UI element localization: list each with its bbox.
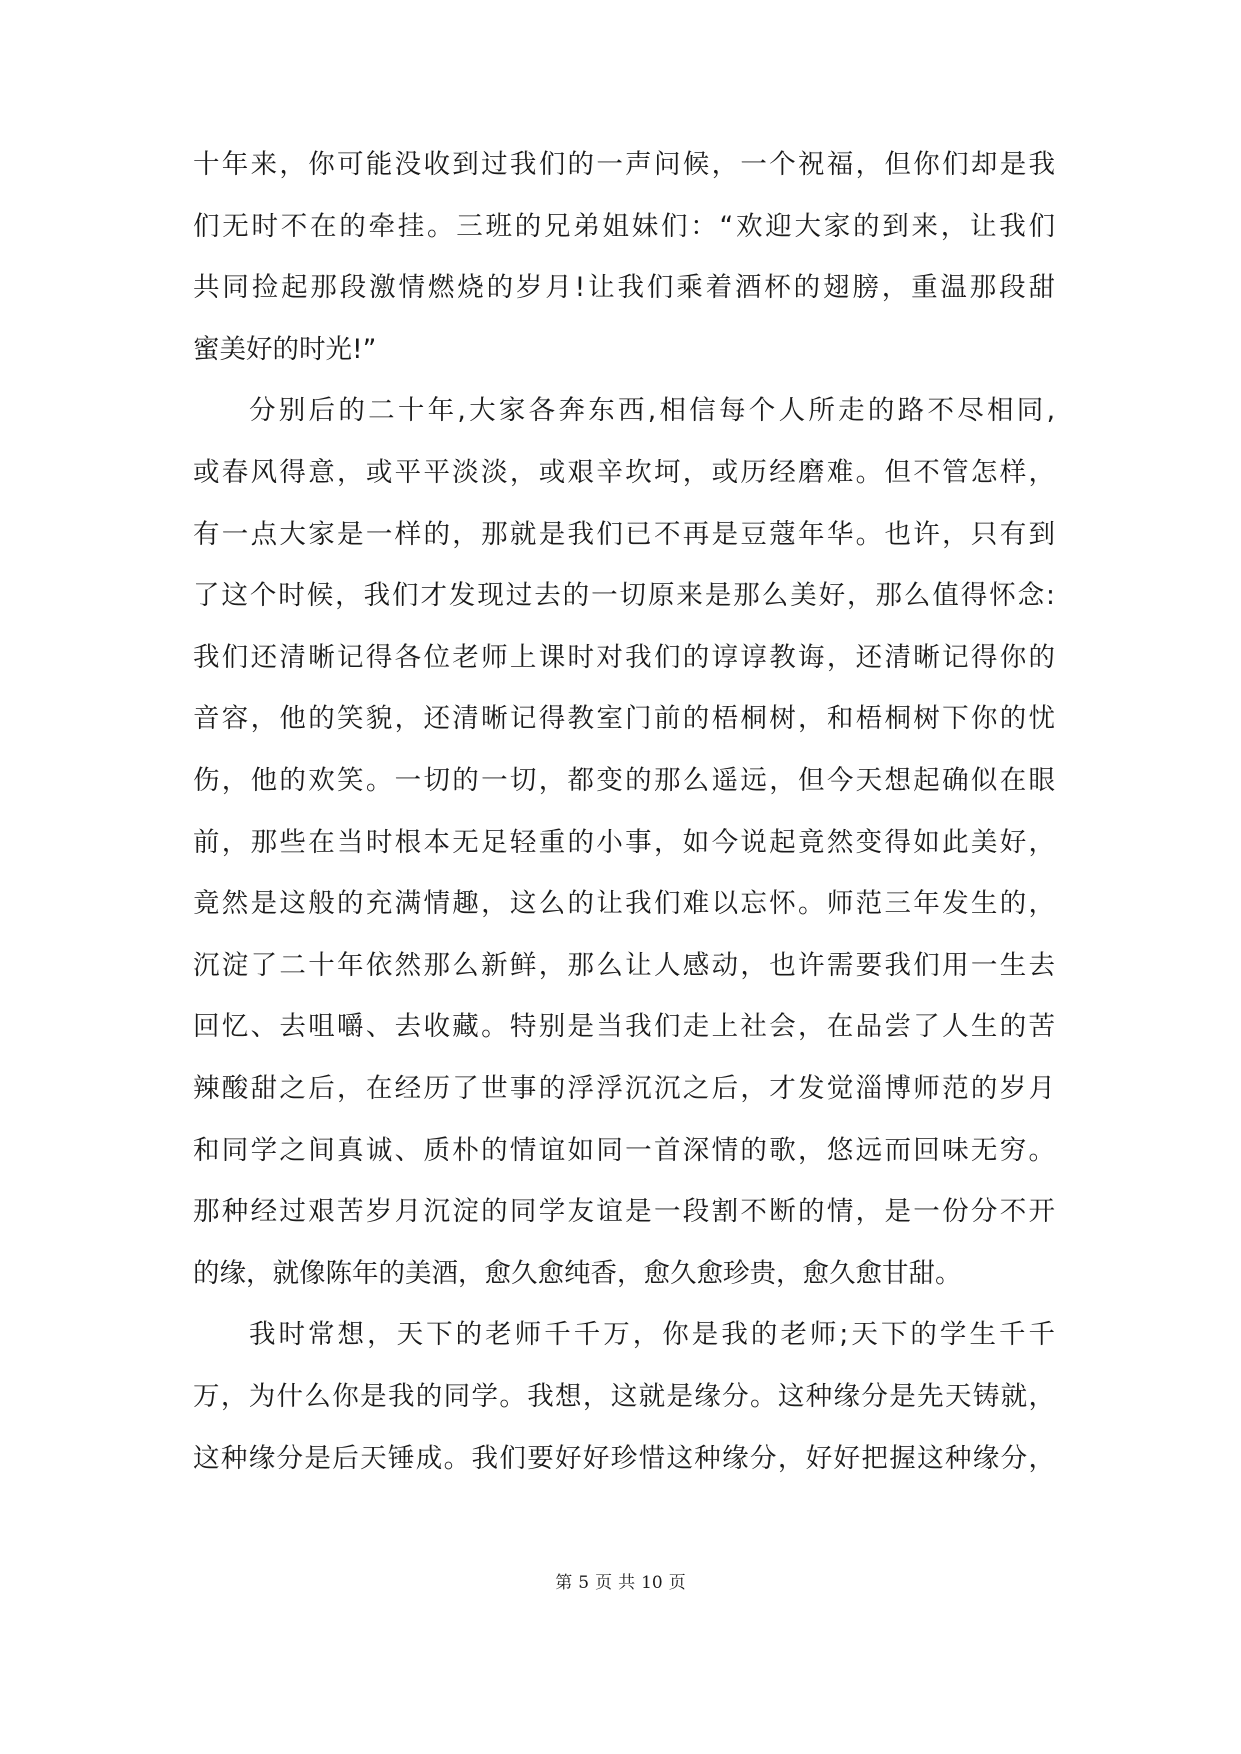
- footer-suffix: 页: [668, 1573, 686, 1593]
- text-line: 分别后的二十年,大家各奔东西,相信每个人所走的路不尽相同,: [249, 395, 1055, 427]
- text-line: 共同捡起那段激情燃烧的岁月!让我们乘着酒杯的翅膀，重温那段甜: [193, 272, 1055, 304]
- text-line: 沉淀了二十年依然那么新鲜，那么让人感动，也许需要我们用一生去: [193, 949, 1055, 981]
- footer-total-pages: 10: [641, 1573, 663, 1593]
- footer-total-prefix: 共: [618, 1573, 636, 1593]
- text-line: 我时常想，天下的老师千千万，你是我的老师;天下的学生千千: [249, 1319, 1055, 1351]
- footer-current-page: 5: [578, 1573, 590, 1593]
- footer-page-unit: 页: [595, 1573, 613, 1593]
- text-line: 伤，他的欢笑。一切的一切，都变的那么遥远，但今天想起确似在眼: [193, 765, 1055, 796]
- text-line: 回忆、去咀嚼、去收藏。特别是当我们走上社会，在品尝了人生的苦: [193, 1011, 1055, 1043]
- page-footer: [0, 1572, 1241, 1594]
- text-line: 或春风得意，或平平淡淡，或艰辛坎坷，或历经磨难。但不管怎样，: [193, 457, 1055, 488]
- text-line: 蜜美好的时光!”: [193, 333, 377, 365]
- footer-prefix: 第: [555, 1573, 573, 1593]
- text-line: 我们还清晰记得各位老师上课时对我们的谆谆教诲，还清晰记得你的: [193, 641, 1055, 673]
- text-line: 了这个时候，我们才发现过去的一切原来是那么美好，那么值得怀念:: [193, 580, 1055, 612]
- text-line: 十年来，你可能没收到过我们的一声问候，一个祝福，但你们却是我: [193, 149, 1055, 180]
- text-line: 的缘，就像陈年的美酒，愈久愈纯香，愈久愈珍贵，愈久愈甘甜。: [193, 1257, 962, 1289]
- text-line: 有一点大家是一样的，那就是我们已不再是豆蔻年华。也许，只有到: [193, 518, 1055, 550]
- text-line: 和同学之间真诚、质朴的情谊如同一首深情的歌，悠远而回味无穷。: [193, 1134, 1055, 1166]
- text-line: 竟然是这般的充满情趣，这么的让我们难以忘怀。师范三年发生的，: [193, 888, 1055, 920]
- text-line: 前，那些在当时根本无足轻重的小事，如今说起竟然变得如此美好，: [193, 826, 1055, 858]
- text-line: 万，为什么你是我的同学。我想，这就是缘分。这种缘分是先天铸就，: [193, 1381, 1055, 1412]
- text-line: 辣酸甜之后，在经历了世事的浮浮沉沉之后，才发觉淄博师范的岁月: [193, 1073, 1055, 1104]
- text-line: 音容，他的笑貌，还清晰记得教室门前的梧桐树，和梧桐树下你的忧: [193, 703, 1055, 735]
- text-line: 们无时不在的牵挂。三班的兄弟姐妹们：“欢迎大家的到来，让我们: [193, 210, 1055, 242]
- text-line: 这种缘分是后天锤成。我们要好好珍惜这种缘分，好好把握这种缘分，: [193, 1442, 1055, 1474]
- text-line: 那种经过艰苦岁月沉淀的同学友谊是一段割不断的情，是一份分不开: [193, 1196, 1055, 1228]
